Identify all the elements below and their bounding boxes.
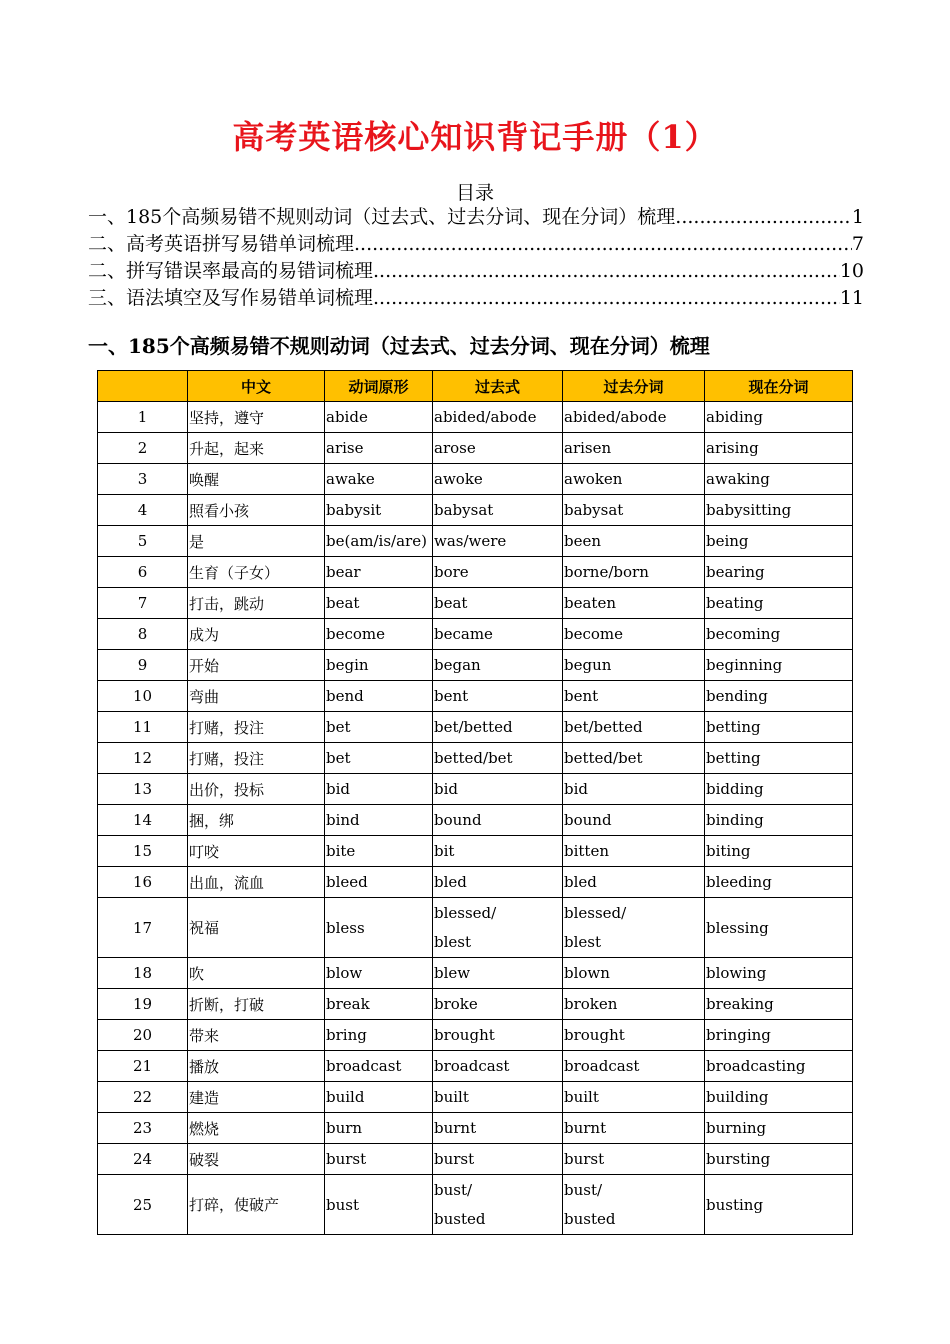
column-header-present-participle: 现在分词	[705, 371, 853, 402]
table-row	[98, 495, 853, 526]
table-row	[98, 1082, 853, 1113]
cell-base-form: bend	[325, 681, 433, 712]
cell-base-form: begin	[325, 650, 433, 681]
table-row	[98, 1175, 853, 1235]
cell-chinese: 建造	[188, 1082, 325, 1113]
cell-past-participle	[563, 958, 705, 989]
cell-past-participle	[563, 1175, 705, 1235]
cell-past-participle	[563, 867, 705, 898]
table-row	[98, 774, 853, 805]
cell-chinese: 打赌，投注	[188, 743, 325, 774]
cell-index: 12	[98, 743, 188, 774]
cell-index: 4	[98, 495, 188, 526]
cell-index: 11	[98, 712, 188, 743]
cell-past-tense-line: busted	[434, 1209, 486, 1228]
cell-present-participle: beating	[705, 588, 853, 619]
cell-past-tense-line: blest	[434, 932, 472, 951]
cell-base-form: build	[325, 1082, 433, 1113]
cell-present-participle: bleeding	[705, 867, 853, 898]
table-row	[98, 402, 853, 433]
cell-past-tense	[433, 958, 563, 989]
cell-chinese: 燃烧	[188, 1113, 325, 1144]
toc-entry[interactable]	[88, 258, 864, 285]
cell-past-tense	[433, 1175, 563, 1235]
cell-present-participle: bidding	[705, 774, 853, 805]
irregular-verbs-table	[97, 370, 853, 1235]
cell-chinese: 打击，跳动	[188, 588, 325, 619]
cell-past-tense	[433, 650, 563, 681]
cell-past-participle	[563, 712, 705, 743]
cell-base-form: awake	[325, 464, 433, 495]
table-row	[98, 1051, 853, 1082]
table-row	[98, 958, 853, 989]
cell-past-participle-line: arisen	[564, 438, 612, 457]
table-row	[98, 743, 853, 774]
cell-past-participle-line: broken	[564, 994, 618, 1013]
cell-past-participle-line: awoken	[564, 469, 623, 488]
table-row	[98, 619, 853, 650]
cell-present-participle: busting	[705, 1175, 853, 1235]
document-title: 高考英语核心知识背记手册（1）	[232, 118, 718, 156]
cell-past-participle	[563, 1020, 705, 1051]
cell-past-tense-line: built	[434, 1087, 469, 1106]
cell-past-tense	[433, 898, 563, 958]
cell-index: 7	[98, 588, 188, 619]
cell-present-participle: being	[705, 526, 853, 557]
cell-base-form: bless	[325, 898, 433, 958]
cell-past-tense-line: bent	[434, 686, 469, 705]
cell-base-form: bet	[325, 712, 433, 743]
cell-present-participle: binding	[705, 805, 853, 836]
cell-chinese: 坚持，遵守	[188, 402, 325, 433]
cell-past-tense	[433, 1144, 563, 1175]
cell-index: 13	[98, 774, 188, 805]
table-row	[98, 898, 853, 958]
cell-chinese: 播放	[188, 1051, 325, 1082]
cell-past-tense-line: bet/betted	[434, 717, 513, 736]
cell-past-tense-line: bound	[434, 810, 482, 829]
cell-base-form: beat	[325, 588, 433, 619]
cell-past-tense-line: burnt	[434, 1118, 477, 1137]
cell-past-participle-line: bent	[564, 686, 599, 705]
cell-past-tense	[433, 588, 563, 619]
table-row	[98, 805, 853, 836]
cell-past-participle	[563, 989, 705, 1020]
cell-base-form: become	[325, 619, 433, 650]
cell-present-participle: blessing	[705, 898, 853, 958]
cell-present-participle: arising	[705, 433, 853, 464]
cell-present-participle: bringing	[705, 1020, 853, 1051]
table-row	[98, 433, 853, 464]
cell-chinese: 成为	[188, 619, 325, 650]
cell-present-participle: building	[705, 1082, 853, 1113]
toc-leader-dots	[373, 285, 840, 312]
cell-base-form: bleed	[325, 867, 433, 898]
table-row	[98, 588, 853, 619]
cell-past-tense-line: babysat	[434, 500, 494, 519]
cell-past-participle-line: borne/born	[564, 562, 649, 581]
cell-present-participle: blowing	[705, 958, 853, 989]
cell-past-participle	[563, 681, 705, 712]
cell-index: 20	[98, 1020, 188, 1051]
cell-past-tense-line: bid	[434, 779, 459, 798]
cell-past-participle-line: broadcast	[564, 1056, 640, 1075]
table-row	[98, 557, 853, 588]
cell-present-participle: breaking	[705, 989, 853, 1020]
column-header-past-tense: 过去式	[433, 371, 563, 402]
cell-present-participle: bearing	[705, 557, 853, 588]
column-header-chinese: 中文	[188, 371, 325, 402]
cell-index: 15	[98, 836, 188, 867]
table-row	[98, 989, 853, 1020]
toc-heading: 目录	[455, 182, 494, 204]
cell-index: 3	[98, 464, 188, 495]
column-header-base-form: 动词原形	[325, 371, 433, 402]
cell-past-participle-line: bet/betted	[564, 717, 643, 736]
toc-entry-text: 二、高考英语拼写易错单词梳理	[88, 233, 355, 255]
cell-index: 14	[98, 805, 188, 836]
toc-entry[interactable]	[88, 231, 864, 258]
cell-past-participle-line: blessed/	[564, 903, 627, 922]
cell-past-tense	[433, 464, 563, 495]
cell-present-participle: bending	[705, 681, 853, 712]
cell-present-participle: abiding	[705, 402, 853, 433]
cell-index: 18	[98, 958, 188, 989]
toc-entry-page: 10	[839, 260, 864, 282]
table-row	[98, 712, 853, 743]
cell-past-participle	[563, 588, 705, 619]
cell-past-tense	[433, 805, 563, 836]
cell-past-tense-line: blessed/	[434, 903, 497, 922]
toc-entry-text: 二、拼写错误率最高的易错词梳理	[88, 260, 374, 282]
table-header-row	[98, 371, 853, 402]
cell-past-participle-line: built	[564, 1087, 599, 1106]
cell-past-participle-line: blown	[564, 963, 610, 982]
cell-past-participle-line: betted/bet	[564, 748, 643, 767]
cell-chinese: 祝福	[188, 898, 325, 958]
cell-index: 22	[98, 1082, 188, 1113]
cell-chinese: 唤醒	[188, 464, 325, 495]
cell-past-tense	[433, 1082, 563, 1113]
cell-past-participle-line: babysat	[564, 500, 624, 519]
cell-past-participle	[563, 774, 705, 805]
cell-chinese: 照看小孩	[188, 495, 325, 526]
table-row	[98, 526, 853, 557]
cell-past-participle-line: been	[564, 531, 602, 550]
table-row	[98, 836, 853, 867]
toc-entry-text: 一、185个高频易错不规则动词（过去式、过去分词、现在分词）梳理	[88, 206, 676, 228]
cell-past-tense	[433, 774, 563, 805]
cell-past-participle	[563, 526, 705, 557]
cell-past-tense-line: bore	[434, 562, 469, 581]
cell-past-tense	[433, 619, 563, 650]
cell-past-tense-line: became	[434, 624, 493, 643]
cell-past-tense	[433, 1020, 563, 1051]
cell-present-participle: becoming	[705, 619, 853, 650]
cell-past-tense-line: broke	[434, 994, 478, 1013]
cell-past-tense-line: broadcast	[434, 1056, 510, 1075]
cell-chinese: 升起，起来	[188, 433, 325, 464]
cell-past-tense-line: bled	[434, 872, 467, 891]
cell-past-tense	[433, 557, 563, 588]
cell-chinese: 生育（子女）	[188, 557, 325, 588]
cell-past-tense-line: brought	[434, 1025, 495, 1044]
cell-chinese: 捆，绑	[188, 805, 325, 836]
cell-past-tense-line: abided/abode	[434, 407, 537, 426]
cell-past-participle-line: burnt	[564, 1118, 607, 1137]
cell-past-participle	[563, 743, 705, 774]
cell-past-participle-line: beaten	[564, 593, 616, 612]
cell-index: 9	[98, 650, 188, 681]
cell-past-participle-line: bust/	[564, 1180, 603, 1199]
cell-index: 25	[98, 1175, 188, 1235]
cell-base-form: bring	[325, 1020, 433, 1051]
toc-entry-page: 1	[851, 206, 864, 228]
cell-index: 6	[98, 557, 188, 588]
table-of-contents	[88, 204, 864, 312]
cell-base-form: babysit	[325, 495, 433, 526]
cell-present-participle: betting	[705, 712, 853, 743]
cell-index: 23	[98, 1113, 188, 1144]
cell-past-participle-line: bitten	[564, 841, 609, 860]
cell-past-participle	[563, 464, 705, 495]
toc-entry[interactable]	[88, 285, 864, 312]
cell-past-participle-line: abided/abode	[564, 407, 667, 426]
cell-past-tense	[433, 402, 563, 433]
cell-past-tense	[433, 712, 563, 743]
cell-past-participle	[563, 836, 705, 867]
cell-past-tense-line: bit	[434, 841, 455, 860]
cell-chinese: 折断，打破	[188, 989, 325, 1020]
cell-past-participle	[563, 898, 705, 958]
cell-base-form: broadcast	[325, 1051, 433, 1082]
cell-index: 21	[98, 1051, 188, 1082]
cell-base-form: burn	[325, 1113, 433, 1144]
cell-index: 1	[98, 402, 188, 433]
cell-base-form: break	[325, 989, 433, 1020]
cell-base-form: blow	[325, 958, 433, 989]
cell-index: 19	[98, 989, 188, 1020]
cell-past-tense-line: bust/	[434, 1180, 473, 1199]
cell-base-form: burst	[325, 1144, 433, 1175]
cell-chinese: 开始	[188, 650, 325, 681]
cell-chinese: 带来	[188, 1020, 325, 1051]
cell-present-participle: burning	[705, 1113, 853, 1144]
cell-chinese: 出价，投标	[188, 774, 325, 805]
cell-index: 5	[98, 526, 188, 557]
table-row	[98, 681, 853, 712]
cell-present-participle: bursting	[705, 1144, 853, 1175]
table-row	[98, 1020, 853, 1051]
cell-index: 24	[98, 1144, 188, 1175]
cell-past-participle-line: bled	[564, 872, 597, 891]
cell-past-tense	[433, 836, 563, 867]
cell-present-participle: babysitting	[705, 495, 853, 526]
cell-base-form: bind	[325, 805, 433, 836]
table-row	[98, 867, 853, 898]
toc-leader-dots	[373, 258, 840, 285]
cell-chinese: 打赌，投注	[188, 712, 325, 743]
cell-present-participle: broadcasting	[705, 1051, 853, 1082]
cell-past-tense	[433, 526, 563, 557]
cell-past-participle	[563, 1144, 705, 1175]
cell-past-tense-line: was/were	[434, 531, 507, 550]
cell-past-participle-line: burst	[564, 1149, 605, 1168]
cell-past-participle	[563, 495, 705, 526]
cell-past-participle	[563, 805, 705, 836]
cell-chinese: 破裂	[188, 1144, 325, 1175]
section-heading: 一、185个高频易错不规则动词（过去式、过去分词、现在分词）梳理	[88, 334, 710, 358]
cell-base-form: bid	[325, 774, 433, 805]
cell-chinese: 吹	[188, 958, 325, 989]
cell-past-participle	[563, 650, 705, 681]
table-row	[98, 1113, 853, 1144]
cell-base-form: bear	[325, 557, 433, 588]
cell-past-tense	[433, 495, 563, 526]
cell-past-tense	[433, 1051, 563, 1082]
cell-present-participle: betting	[705, 743, 853, 774]
toc-entry[interactable]	[88, 204, 864, 231]
cell-past-tense	[433, 433, 563, 464]
cell-base-form: bet	[325, 743, 433, 774]
cell-chinese: 是	[188, 526, 325, 557]
cell-past-participle	[563, 1113, 705, 1144]
cell-past-tense-line: burst	[434, 1149, 475, 1168]
column-header-past-participle: 过去分词	[563, 371, 705, 402]
cell-past-participle	[563, 557, 705, 588]
cell-base-form: abide	[325, 402, 433, 433]
table-row	[98, 464, 853, 495]
cell-past-tense	[433, 867, 563, 898]
cell-base-form: bite	[325, 836, 433, 867]
cell-past-participle-line: bound	[564, 810, 612, 829]
cell-index: 16	[98, 867, 188, 898]
cell-present-participle: biting	[705, 836, 853, 867]
cell-past-tense	[433, 1113, 563, 1144]
cell-past-participle	[563, 402, 705, 433]
cell-past-participle-line: bid	[564, 779, 589, 798]
table-row	[98, 650, 853, 681]
cell-past-tense-line: arose	[434, 438, 476, 457]
cell-present-participle: beginning	[705, 650, 853, 681]
cell-index: 17	[98, 898, 188, 958]
cell-past-participle	[563, 1051, 705, 1082]
cell-past-participle-line: become	[564, 624, 624, 643]
cell-past-tense-line: beat	[434, 593, 468, 612]
cell-past-tense-line: blew	[434, 963, 471, 982]
cell-past-participle-line: busted	[564, 1209, 616, 1228]
cell-chinese: 打碎，使破产	[188, 1175, 325, 1235]
cell-past-tense-line: betted/bet	[434, 748, 513, 767]
cell-past-tense	[433, 743, 563, 774]
cell-base-form: bust	[325, 1175, 433, 1235]
cell-past-participle	[563, 433, 705, 464]
toc-entry-page: 7	[851, 233, 864, 255]
toc-leader-dots	[354, 231, 852, 258]
cell-present-participle: awaking	[705, 464, 853, 495]
cell-past-tense-line: began	[434, 655, 481, 674]
toc-leader-dots	[675, 204, 852, 231]
cell-past-tense-line: awoke	[434, 469, 483, 488]
cell-index: 8	[98, 619, 188, 650]
column-header-index	[98, 371, 188, 402]
cell-base-form: arise	[325, 433, 433, 464]
cell-past-participle-line: begun	[564, 655, 612, 674]
cell-past-participle-line: blest	[564, 932, 602, 951]
toc-entry-page: 11	[839, 287, 864, 309]
toc-entry-text: 三、语法填空及写作易错单词梳理	[88, 287, 374, 309]
cell-chinese: 弯曲	[188, 681, 325, 712]
cell-past-tense	[433, 989, 563, 1020]
cell-past-participle-line: brought	[564, 1025, 625, 1044]
cell-past-participle	[563, 619, 705, 650]
cell-past-participle	[563, 1082, 705, 1113]
cell-chinese: 出血，流血	[188, 867, 325, 898]
cell-past-tense	[433, 681, 563, 712]
table-row	[98, 1144, 853, 1175]
cell-chinese: 叮咬	[188, 836, 325, 867]
cell-index: 2	[98, 433, 188, 464]
cell-base-form: be(am/is/are)	[325, 526, 433, 557]
cell-index: 10	[98, 681, 188, 712]
